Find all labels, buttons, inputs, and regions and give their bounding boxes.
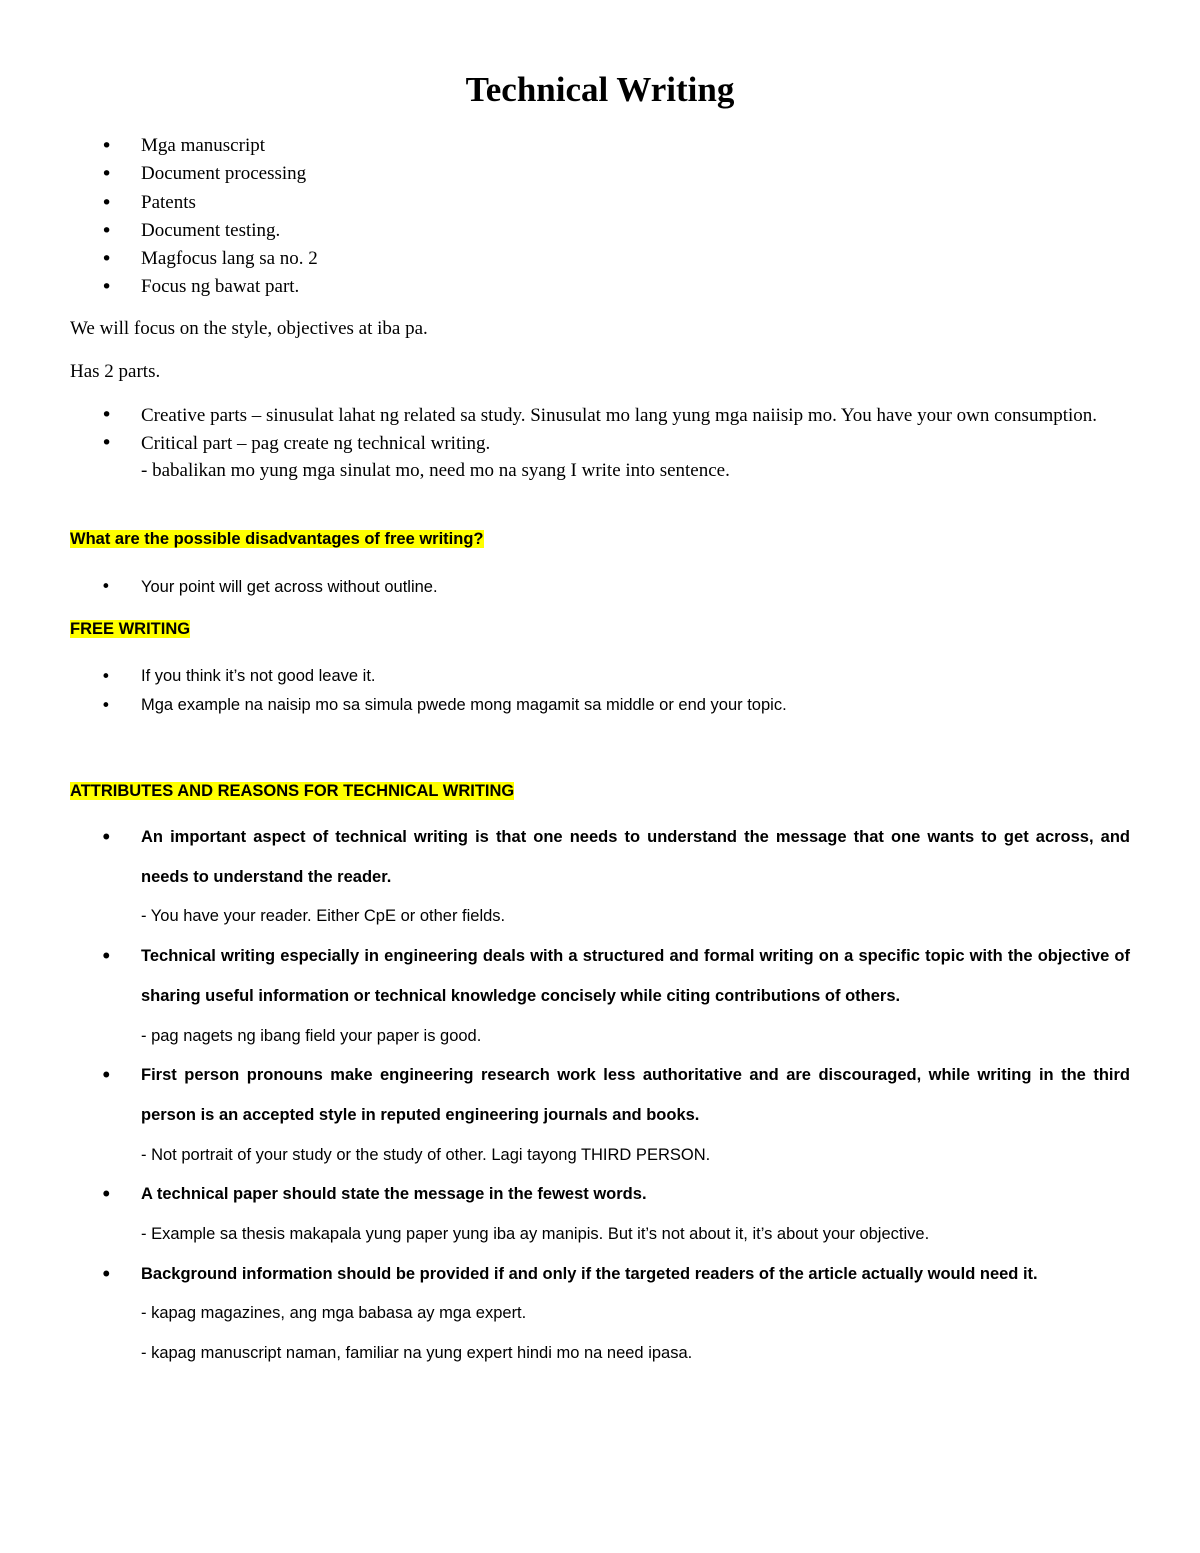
list-item: • An important aspect of technical writing is that one needs to understand the message that one wants to get across, and needs to understand the reader. - You have your reader. Either CpE or other fields. [0,818,1200,937]
list-item: • Focus ng bawat part. [0,273,1200,301]
page-title: Technical Writing [465,70,735,109]
bullet-icon: • [101,163,113,186]
bullet-icon: • [101,248,113,271]
list-note: - kapag manuscript naman, familiar na yung expert hindi mo na need ipasa. [141,1344,693,1363]
list-item: • Patents [0,189,1200,217]
list-item: • Document processing [0,160,1200,188]
bullet-icon: • [101,696,111,715]
list-item: • Your point will get across without outline. [0,572,1200,602]
bullet-icon: • [101,577,111,596]
list-note: - Example sa thesis makapala yung paper yung iba ay manipis. But it’s not about it, it’s about your objective. [141,1225,930,1244]
list-item: • If you think it’s not good leave it. [0,662,1200,691]
focus-paragraph: We will focus on the style, objectives at iba pa. [70,318,428,339]
bullet-icon: • [101,135,113,157]
list-item: • Background information should be provided if and only if the targeted readers of the article actually would need it. - kapag magazines, ang mga babasa ay mga expert. - kapag manuscript naman, familiar na yung expert hindi mo na need ipasa. [0,1255,1200,1374]
list-note: - kapag magazines, ang mga babasa ay mga expert. [141,1304,527,1323]
bullet-icon: • [101,828,112,847]
list-item: • Technical writing especially in engineering deals with a structured and formal writing on a specific topic with the objective of sharing useful information or technical knowledge concisely while citing contributions of others. - pag nagets ng ibang field your paper is good. [0,937,1200,1056]
attributes-heading: ATTRIBUTES AND REASONS FOR TECHNICAL WRITING [70,782,515,800]
list-item: • Document testing. [0,217,1200,245]
bullet-icon: • [101,432,113,454]
bullet-icon: • [101,947,112,967]
intro-list [0,132,1200,302]
list-item: • A technical paper should state the message in the fewest words. - Example sa thesis makapala yung paper yung iba ay manipis. But it’s not about it, it’s about your objective. [0,1175,1200,1254]
list-item: • Mga example na naisip mo sa simula pwede mong magamit sa middle or end your topic. [0,691,1200,720]
bullet-icon: • [101,219,113,242]
bullet-icon: • [101,1264,112,1284]
list-item: • Critical part – pag create ng technical writing. - babalikan mo yung mga sinulat mo, need mo na syang I write into sentence. [101,432,730,481]
question-heading: What are the possible disadvantages of free writing? [70,530,484,548]
list-note: - babalikan mo yung mga sinulat mo, need mo na syang I write into sentence. [141,460,730,481]
attributes-list [0,818,1200,1374]
parts-list [0,402,1200,484]
list-item: • First person pronouns make engineering research work less authoritative and are discouraged, while writing in the third person is an accepted style in reputed engineering journals and books. - Not portrait of your study or the study of other. Lagi tayong THIRD PERSON. [0,1056,1200,1175]
bullet-icon: • [101,1185,112,1205]
bullet-icon: • [101,667,111,686]
parts-paragraph: Has 2 parts. [70,361,161,382]
list-note: - Not portrait of your study or the study of other. Lagi tayong THIRD PERSON. [141,1145,711,1164]
free-writing-heading: FREE WRITING [70,620,191,638]
list-item: • Mga manuscript [0,132,1200,160]
list-note: - You have your reader. Either CpE or other fields. [141,907,506,926]
bullet-icon: • [101,404,113,426]
bullet-icon: • [101,1066,112,1086]
list-item: • Creative parts – sinusulat lahat ng related sa study. Sinusulat mo lang yung mga naiisip mo. You have your own consumption. [0,402,1200,429]
list-note: - pag nagets ng ibang field your paper is good. [141,1026,482,1045]
list-item: • Magfocus lang sa no. 2 [0,245,1200,273]
free-writing-list [0,662,1200,720]
bullet-icon: • [101,276,113,299]
bullet-icon: • [101,191,113,214]
question-list [0,572,1200,602]
